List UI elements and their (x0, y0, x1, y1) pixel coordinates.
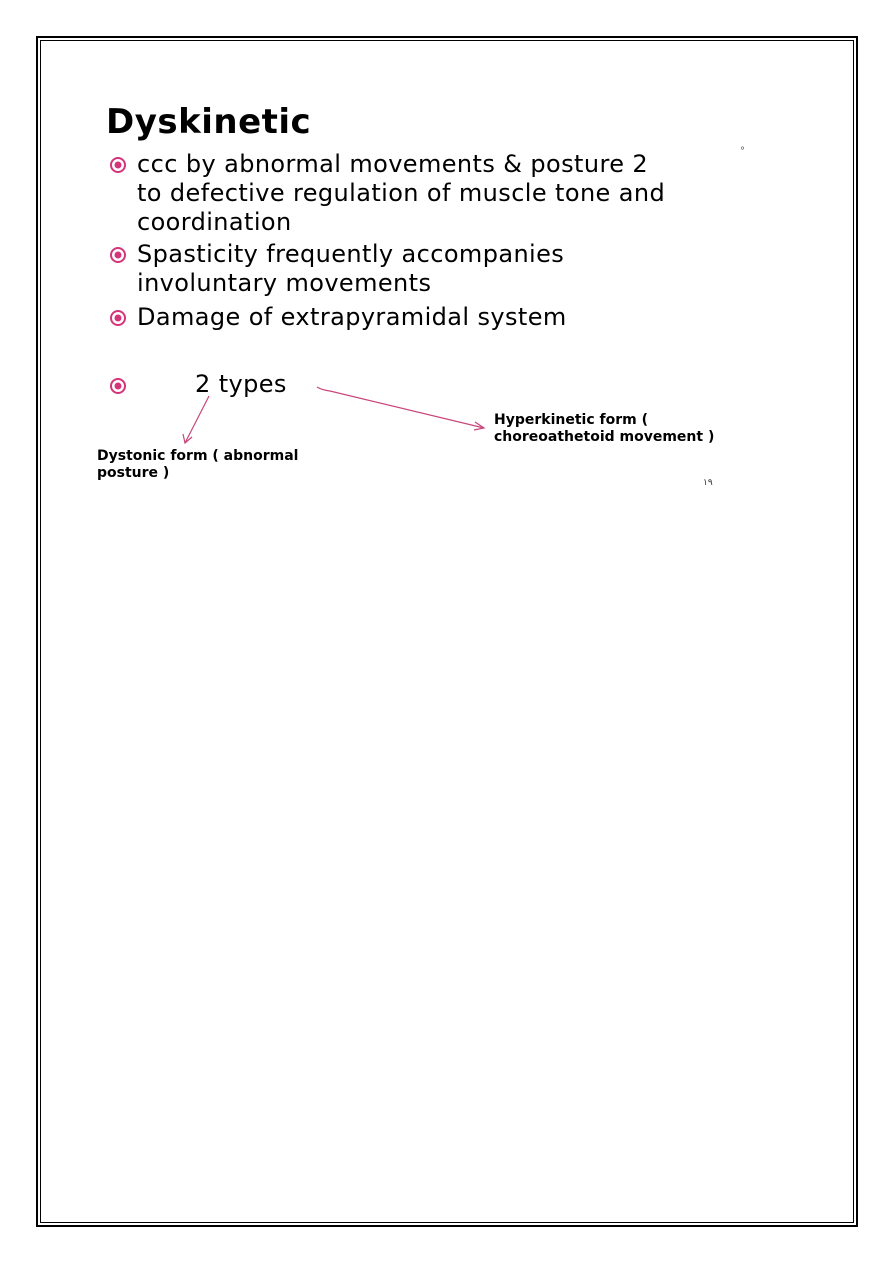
dystonic-note-line-2: posture ) (97, 465, 170, 481)
hyperkinetic-note-line-1: Hyperkinetic form ( (494, 412, 648, 428)
arrow-icon (183, 396, 209, 443)
bullet-item-1-line-2: to defective regulation of muscle tone and (137, 179, 666, 207)
page-title: Dyskinetic (106, 102, 312, 142)
bullet-item-2-line-1: Spasticity frequently accompanies (137, 240, 565, 268)
degree-mark: ° (740, 146, 745, 157)
bullet-item-1-line-1: ccc by abnormal movements & posture 2 (137, 150, 649, 178)
bullet-item-3-line-1: Damage of extrapyramidal system (137, 303, 567, 331)
bullet-item-2-line-2: involuntary movements (137, 269, 432, 297)
types-label: 2 types (195, 370, 287, 398)
dystonic-note-line-1: Dystonic form ( abnormal (97, 448, 299, 464)
bullet-item-1-line-3: coordination (137, 208, 292, 236)
page-mark: ١٩ (703, 478, 713, 488)
hyperkinetic-note-line-2: choreoathetoid movement ) (494, 429, 715, 445)
arrow-icon (317, 387, 484, 430)
